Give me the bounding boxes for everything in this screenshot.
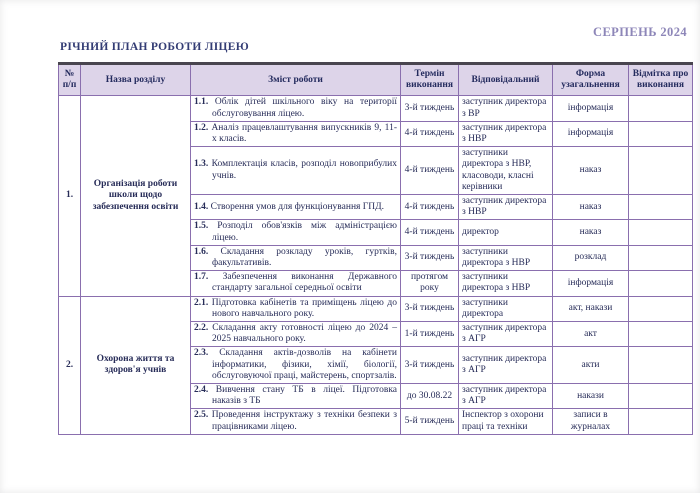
section-number: 2. bbox=[59, 296, 81, 434]
row-responsible: заступники директора з НВР bbox=[459, 271, 553, 296]
row-term: 3-й тиждень bbox=[401, 296, 459, 321]
row-content: 2.2. Складання акту готовності ліцею до 2024 – 2025 навчального року. bbox=[191, 322, 401, 347]
row-form: акт, накази bbox=[553, 296, 629, 321]
row-completion-mark bbox=[629, 96, 693, 121]
row-responsible: заступник директора з АГР bbox=[459, 322, 553, 347]
column-header-6: Відмітка про виконання bbox=[629, 64, 693, 96]
table-row bbox=[59, 96, 693, 121]
page-title: РІЧНИЙ ПЛАН РОБОТИ ЛІЦЕЮ bbox=[60, 41, 249, 53]
row-responsible: заступник директора з ВР bbox=[459, 96, 553, 121]
row-completion-mark bbox=[629, 409, 693, 434]
month-year-label: СЕРПЕНЬ 2024 bbox=[593, 25, 687, 39]
row-completion-mark bbox=[629, 347, 693, 384]
row-term: 4-й тиждень bbox=[401, 147, 459, 195]
row-term: протягом року bbox=[401, 271, 459, 296]
column-header-5: Форма узагальнення bbox=[553, 64, 629, 96]
annual-plan-table bbox=[58, 62, 693, 435]
row-responsible: заступник директора з НВР bbox=[459, 195, 553, 220]
row-completion-mark bbox=[629, 384, 693, 409]
row-form: інформація bbox=[553, 121, 629, 146]
row-item-number: 1.5. bbox=[194, 221, 218, 232]
row-responsible: заступник директора з АГР bbox=[459, 347, 553, 384]
row-completion-mark bbox=[629, 121, 693, 146]
row-item-number: 1.4. bbox=[194, 201, 211, 212]
row-item-number: 1.3. bbox=[194, 159, 212, 170]
row-completion-mark bbox=[629, 195, 693, 220]
column-header-2: Зміст роботи bbox=[191, 64, 401, 96]
row-responsible: заступник директора з НВР bbox=[459, 121, 553, 146]
row-content: 1.3. Комплектація класів, розподіл новоприбулих учнів. bbox=[191, 147, 401, 195]
row-term: 1-й тиждень bbox=[401, 322, 459, 347]
row-content: 1.5. Розподіл обов'язків між адміністрацією ліцею. bbox=[191, 220, 401, 245]
row-completion-mark bbox=[629, 296, 693, 321]
row-form: записи в журналах bbox=[553, 409, 629, 434]
row-form: наказ bbox=[553, 147, 629, 195]
row-item-number: 1.1. bbox=[194, 97, 215, 108]
row-term: 4-й тиждень bbox=[401, 195, 459, 220]
table-body bbox=[59, 96, 693, 434]
row-form: акт bbox=[553, 322, 629, 347]
row-term: 3-й тиждень bbox=[401, 96, 459, 121]
row-content: 2.3. Складання актів-дозволів на кабінети інформатики, фізики, хімії, біології, обслуговуючої праці, майстерень, спортзалів. bbox=[191, 347, 401, 384]
row-completion-mark bbox=[629, 147, 693, 195]
row-term: до 30.08.22 bbox=[401, 384, 459, 409]
row-content: 1.6. Складання розкладу уроків, гуртків, факультативів. bbox=[191, 245, 401, 270]
table-row bbox=[59, 296, 693, 321]
row-completion-mark bbox=[629, 245, 693, 270]
row-content: 1.2. Аналіз працевлаштування випускників 9, 11-х класів. bbox=[191, 121, 401, 146]
row-item-number: 1.6. bbox=[194, 246, 221, 257]
row-term: 4-й тиждень bbox=[401, 220, 459, 245]
row-form: наказ bbox=[553, 195, 629, 220]
row-content: 2.4. Вивчення стану ТБ в ліцеї. Підготовка наказів з ТБ bbox=[191, 384, 401, 409]
row-item-number: 1.2. bbox=[194, 122, 212, 133]
row-form: розклад bbox=[553, 245, 629, 270]
section-name: Охорона життя та здоров'я учнів bbox=[81, 296, 191, 434]
row-completion-mark bbox=[629, 322, 693, 347]
row-responsible: заступники директора bbox=[459, 296, 553, 321]
column-header-0: № п/п bbox=[59, 64, 81, 96]
row-content: 2.1. Підготовка кабінетів та приміщень ліцею до нового навчального року. bbox=[191, 296, 401, 321]
section-name: Організація роботи школи щодо забезпечення освіти bbox=[81, 96, 191, 296]
column-header-4: Відповідальний bbox=[459, 64, 553, 96]
row-completion-mark bbox=[629, 271, 693, 296]
row-content: 2.5. Проведення інструктажу з техніки безпеки з працівниками ліцею. bbox=[191, 409, 401, 434]
column-header-3: Термін виконання bbox=[401, 64, 459, 96]
row-responsible: заступники директора з НВР, класоводи, класні керівники bbox=[459, 147, 553, 195]
row-term: 5-й тиждень bbox=[401, 409, 459, 434]
row-item-number: 2.4. bbox=[194, 385, 216, 396]
row-term: 3-й тиждень bbox=[401, 347, 459, 384]
row-content: 1.7. Забезпечення виконання Державного стандарту загальної середньої освіти bbox=[191, 271, 401, 296]
row-responsible: директор bbox=[459, 220, 553, 245]
section-number: 1. bbox=[59, 96, 81, 296]
row-responsible: заступник директора з АГР bbox=[459, 384, 553, 409]
row-form: інформація bbox=[553, 96, 629, 121]
row-item-number: 2.1. bbox=[194, 297, 212, 308]
row-item-number: 1.7. bbox=[194, 272, 223, 283]
row-content: 1.4. Створення умов для функціонування ГПД. bbox=[191, 195, 401, 220]
row-item-number: 2.5. bbox=[194, 410, 212, 421]
row-term: 4-й тиждень bbox=[401, 121, 459, 146]
row-item-number: 2.3. bbox=[194, 348, 220, 359]
row-form: інформація bbox=[553, 271, 629, 296]
row-form: накази bbox=[553, 384, 629, 409]
column-header-1: Назва розділу bbox=[81, 64, 191, 96]
row-completion-mark bbox=[629, 220, 693, 245]
row-form: наказ bbox=[553, 220, 629, 245]
row-responsible: заступники директора з НВР bbox=[459, 245, 553, 270]
row-form: акти bbox=[553, 347, 629, 384]
row-item-number: 2.2. bbox=[194, 323, 213, 334]
row-term: 3-й тиждень bbox=[401, 245, 459, 270]
table-header-row bbox=[59, 64, 693, 96]
row-responsible: Інспектор з охорони праці та техніки bbox=[459, 409, 553, 434]
row-content: 1.1. Облік дітей шкільного віку на території обслуговування ліцею. bbox=[191, 96, 401, 121]
